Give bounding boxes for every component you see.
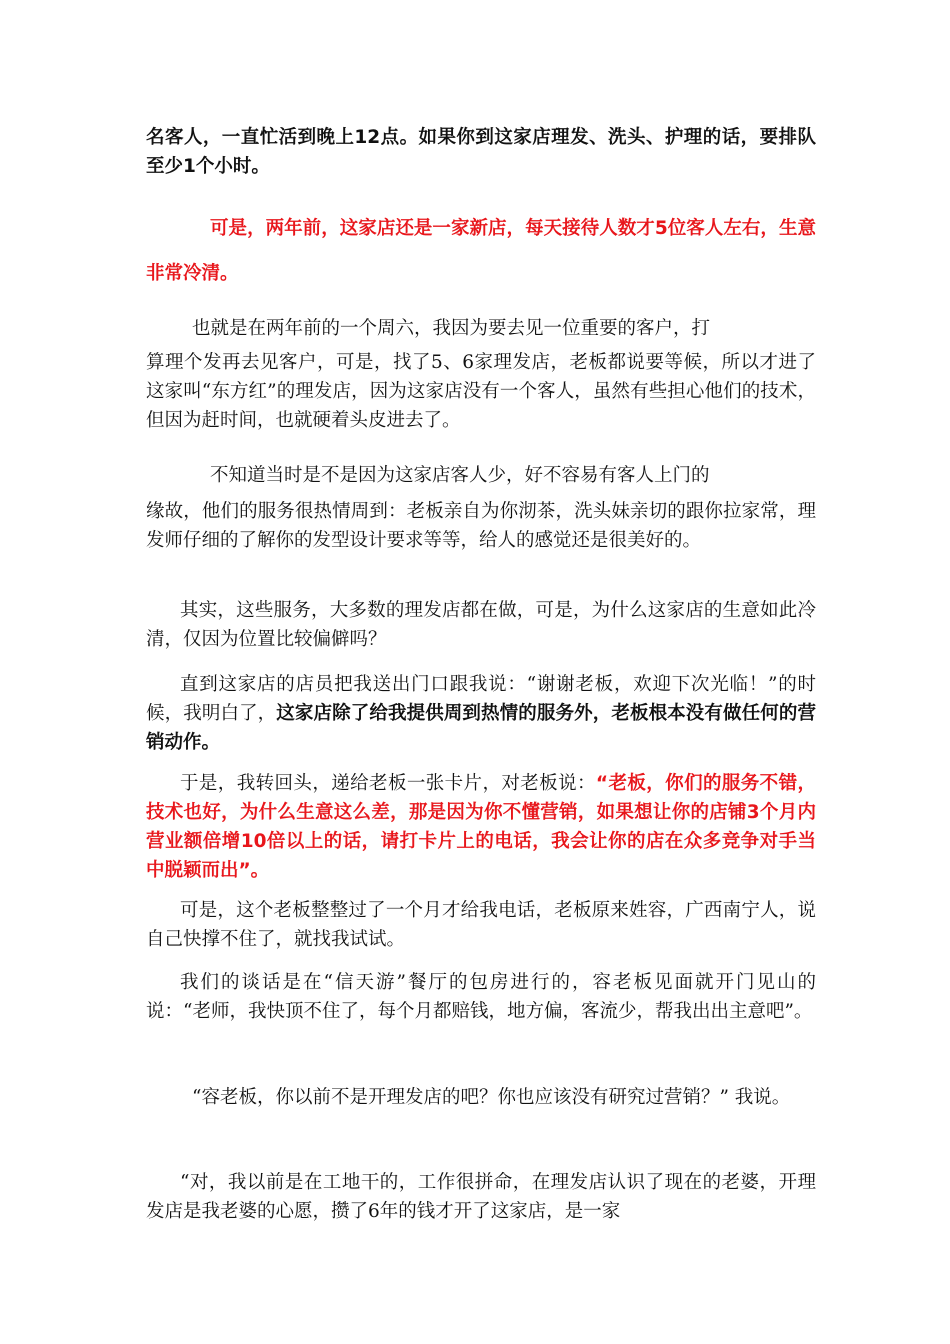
- paragraph-10: “容老板，你以前不是开理发店的吧？你也应该没有研究过营销？” 我说。: [192, 1087, 791, 1108]
- paragraph-3: [146, 311, 816, 435]
- paragraph-7: [146, 769, 816, 885]
- paragraph-3-body: 算理个发再去见客户，可是，找了5、6家理发店，老板都说要等候，所以才进了这家叫“东方红”的理发店，因为这家店没有一个客人，虽然有些担心他们的技术，但因为赶时间，也就硬着头皮进去了。: [146, 352, 816, 431]
- paragraph-8: 可是，这个老板整整过了一个月才给我电话，老板原来姓容，广西南宁人，说自己快撑不住了，就找我试试。: [146, 900, 816, 950]
- paragraph-2-highlight: 可是，两年前，这家店还是一家新店，每天接待人数才5位客人左右，生意非常冷清。: [146, 218, 816, 284]
- paragraph-4-first-line: 不知道当时是不是因为这家店客人少，好不容易有客人上门的: [210, 465, 710, 486]
- paragraph-3-first-line: 也就是在两年前的一个周六，我因为要去见一位重要的客户，打: [192, 318, 711, 339]
- paragraph-5: 其实，这些服务，大多数的理发店都在做，可是，为什么这家店的生意如此冷清，仅因为位置比较偏僻吗？: [146, 600, 816, 650]
- paragraph-9: 我们的谈话是在“信天游”餐厅的包房进行的，容老板见面就开门见山的说：“老师，我快顶不住了，每个月都赔钱，地方偏，客流少，帮我出出主意吧”。: [146, 972, 816, 1022]
- paragraph-7-highlight: “老板，你们的服务不错，技术也好，为什么生意这么差，那是因为你不懂营销，如果想让你的店铺3个月内营业额倍增10倍以上的话，请打卡片上的电话，我会让你的店在众多竞争对手当中脱颖而出”。: [146, 773, 816, 881]
- paragraph-4: [146, 458, 816, 555]
- paragraph-7-text: 于是，我转回头，递给老板一张卡片，对老板说：: [180, 773, 596, 794]
- paragraph-6: [146, 670, 816, 757]
- paragraph-6-text: 直到这家店的店员把我送出门口跟我说：“谢谢老板，欢迎下次光临！”的时候，我明白了，: [146, 674, 816, 724]
- paragraph-11: “对，我以前是在工地干的，工作很拼命，在理发店认识了现在的老婆，开理发店是我老婆的心愿，攒了6年的钱才开了这家店，是一家: [146, 1172, 816, 1222]
- paragraph-6-bold: 这家店除了给我提供周到热情的服务外，老板根本没有做任何的营销动作。: [146, 703, 816, 753]
- paragraph-4-body: 缘故，他们的服务很热情周到：老板亲自为你沏茶，洗头妹亲切的跟你拉家常，理发师仔细的了解你的发型设计要求等等，给人的感觉还是很美好的。: [146, 501, 816, 551]
- paragraph-1: 名客人，一直忙活到晚上12点。如果你到这家店理发、洗头、护理的话，要排队至少1个小时。: [146, 127, 816, 177]
